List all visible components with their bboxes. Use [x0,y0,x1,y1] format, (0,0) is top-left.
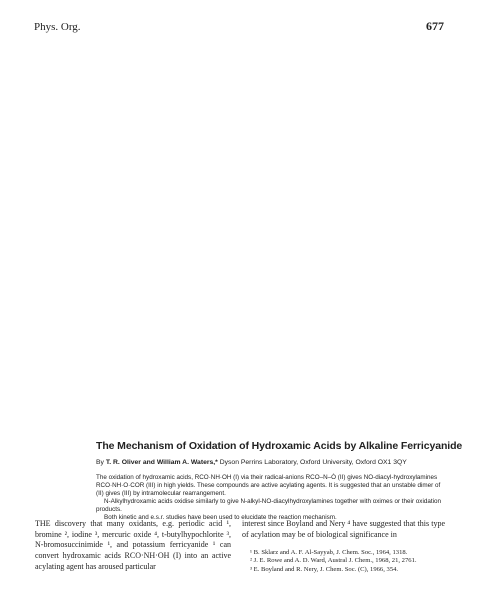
body-text-right-column [242,519,445,540]
byline [96,459,407,466]
abstract-paragraph-3: Both kinetic and e.s.r. studies have been used to elucidate the reaction mechanism. [104,514,337,522]
journal-name: Phys. Org. [34,21,81,33]
article-title: The Mechanism of Oxidation of Hydroxamic Acids by Alkaline Ferricyanide [96,440,463,452]
reference-1: ¹ B. Sklarz and A. F. Al-Sayyab, J. Chem. Soc., 1964, 1318. [250,549,408,556]
body-paragraph-left: THE discovery that many oxidants, e.g. periodic acid ¹, bromine ², iodine ³, mercuric oxide ⁴, t-butylhypochlorite ³, N-bromosuccinimide ¹, and potassium ferricyanide ¹ can convert hydroxamic acids RCO·NH·OH (I) into an active acylating agent has aroused particular [35,519,231,571]
authors: T. R. Oliver and William A. Waters,* [105,459,218,466]
reference-2: ² J. E. Rowe and A. D. Ward, Austral J. Chem., 1968, 21, 2761. [250,557,417,565]
body-paragraph-right: interest since Boyland and Nery ⁴ have suggested that this type of acylation may be of biological significance in [242,519,445,539]
affiliation: Dyson Perrins Laboratory, Oxford University, Oxford OX1 3QY [219,459,407,466]
page-number: 677 [426,19,444,33]
abstract [96,474,444,523]
abstract-paragraph-1: The oxidation of hydroxamic acids, RCO·NH·OH (I) via their radical-anions RCO–N–Ȯ (II) gives NO-diacyl-hydroxylamines RCO·NH·O·COR (III) in high yields. These compounds are active acylating agents. It is suggested that an unstable dimer of (II) gives (III) by intramolecular rearrangement. [96,474,441,498]
abstract-paragraph-2: N-Alkylhydroxamic acids oxidise similarly to give N-alkyl-NO-diacylhydroxylamines together with oximes or their oxidation products. [96,498,441,514]
reference-3: ³ E. Boyland and R. Nery, J. Chem. Soc. (C), 1966, 354. [250,565,399,573]
footnote-references [250,549,450,574]
body-text-left-column [35,519,231,573]
byline-prefix: By [96,459,104,466]
